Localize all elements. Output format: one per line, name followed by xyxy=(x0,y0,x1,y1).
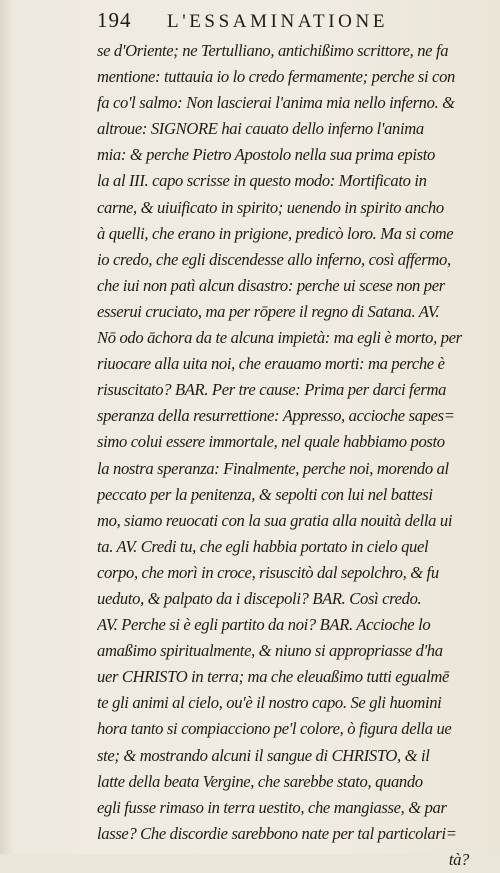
text-line: speranza della resurrettione: Appresso, accioche sapes= xyxy=(97,406,455,426)
text-line: egli fusse rimaso in terra uestito, che mangiasse, & par xyxy=(97,797,447,817)
text-line: corpo, che morì in croce, risuscitò dal sepolchro, & fu xyxy=(97,562,439,582)
text-line: che iui non patì alcun disastro: perche ui scese non per xyxy=(97,275,445,295)
text-line: amaßimo spiritualmente, & niuno si appropriasse d'ha xyxy=(97,641,443,661)
text-line: la al III. capo scrisse in questo modo: Mortificato in xyxy=(97,171,427,191)
text-line: se d'Oriente; ne Tertulliano, antichißimo scrittore, ne fa xyxy=(97,41,449,60)
text-line: carne, & uiuificato in spirito; uenendo in spirito ancho xyxy=(97,197,444,217)
text-line: ste; & mostrando alcuni il sangue di CHRISTO, & il xyxy=(97,745,430,765)
text-line: fa co'l salmo: Non lascierai l'anima mia nello inferno. & xyxy=(97,93,455,113)
text-line: mentione: tuttauia io lo credo fermamente; perche si con xyxy=(97,67,455,87)
running-title: L'ESSAMINATIONE xyxy=(167,11,389,32)
text-line: io credo, che egli discendesse allo inferno, così affermo, xyxy=(97,249,451,269)
text-line: latte della beata Vergine, che sarebbe stato, quando xyxy=(97,771,423,791)
text-line: ta. AV. Credi tu, che egli habbia portato in cielo quel xyxy=(97,536,429,556)
text-line: esserui cruciato, ma per rōpere il regno di Satana. AV. xyxy=(97,301,440,321)
text-line: simo colui essere immortale, nel quale habbiamo posto xyxy=(97,432,445,452)
text-line: risuscitato? BAR. Per tre cause: Prima per darci ferma xyxy=(97,380,447,400)
text-line: AV. Perche si è egli partito da noi? BAR. Accioche lo xyxy=(97,615,431,635)
text-line: lasse? Che discordie sarebbono nate per tal particolari= xyxy=(97,823,457,843)
text-line: te gli animi al cielo, ou'è il nostro capo. Se gli huomini xyxy=(97,693,442,713)
text-line: ueduto, & palpato da i discepoli? BAR. Così credo. xyxy=(97,588,422,608)
body-text xyxy=(97,38,477,873)
page-header xyxy=(97,8,477,33)
text-line: tà? xyxy=(448,849,469,869)
text-line: uer CHRISTO in terra; ma che eleuaßimo tutti egualmē xyxy=(97,667,450,687)
text-line: riuocare alla uita noi, che erauamo morti: ma perche è xyxy=(97,354,445,374)
text-line: hora tanto si compiacciono pe'l colore, ò figura della ue xyxy=(97,719,452,739)
text-line: altroue: SIGNORE hai cauato dello inferno l'anima xyxy=(97,119,424,139)
page-number: 194 xyxy=(97,8,132,32)
text-line: mo, siamo reuocati con la sua gratia alla nouità della ui xyxy=(97,510,453,530)
text-line: peccato per la penitenza, & sepolti con lui nel battesi xyxy=(97,484,433,504)
text-line: mia: & perche Pietro Apostolo nella sua prima epistο xyxy=(97,145,435,165)
text-line: Nō odo āchora da te alcuna impietà: ma egli è morto, per xyxy=(97,328,462,348)
text-line: la nostra speranza: Finalmente, perche noi, morendo al xyxy=(97,458,449,478)
text-line: à quelli, che erano in prigione, predicò loro. Ma si come xyxy=(97,223,454,243)
